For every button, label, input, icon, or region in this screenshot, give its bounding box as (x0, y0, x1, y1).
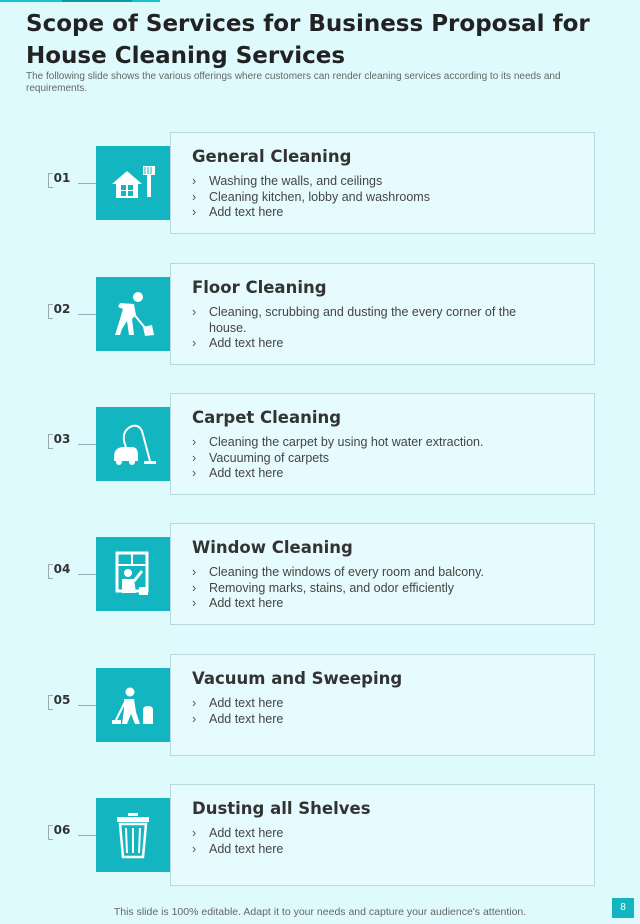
footer-note: This slide is 100% editable. Adapt it to your needs and capture your audience's attention. (113, 906, 527, 918)
bullet-item: › Add text here (192, 466, 522, 482)
connector-line (78, 314, 96, 315)
bullet-item: › Cleaning the carpet by using hot water extraction. (192, 435, 522, 451)
connector-line (78, 574, 96, 575)
house-brush-icon (108, 158, 158, 208)
bullet-item: › Cleaning the windows of every room and balcony. (192, 565, 522, 581)
service-icon-box (96, 668, 170, 742)
service-bullets (192, 174, 522, 221)
service-title: Window Cleaning (192, 538, 353, 557)
connector-line (78, 705, 96, 706)
service-icon-box (96, 407, 170, 481)
service-number: 03 (48, 431, 76, 449)
service-title: Floor Cleaning (192, 278, 327, 297)
bullet-item: › Cleaning kitchen, lobby and washrooms (192, 190, 522, 206)
sweeping-person-icon (108, 289, 158, 339)
service-bullets (192, 826, 522, 857)
page-title: Scope of Services for Business Proposal for House Cleaning Services (26, 11, 590, 69)
service-row-1 (0, 132, 640, 234)
bullet-item: › Add text here (192, 826, 522, 842)
service-title: Carpet Cleaning (192, 408, 342, 427)
service-bullets (192, 305, 522, 352)
service-row-6 (0, 784, 640, 886)
service-icon-box (96, 798, 170, 872)
service-bullets (192, 565, 522, 612)
connector-line (78, 444, 96, 445)
service-card (170, 784, 595, 886)
service-number: 04 (48, 561, 76, 579)
service-icon-box (96, 277, 170, 351)
service-card (170, 263, 595, 365)
bullet-item: › Add text here (192, 712, 522, 728)
page-subtitle: The following slide shows the various offerings where customers can render cleaning services according to its needs and requirements. (26, 71, 561, 94)
service-number: 01 (48, 170, 76, 188)
bullet-item: › Washing the walls, and ceilings (192, 174, 522, 190)
service-number: 05 (48, 692, 76, 710)
service-card (170, 654, 595, 756)
service-card (170, 132, 595, 234)
top-accent-bar-dark (62, 0, 132, 2)
service-row-4 (0, 523, 640, 625)
service-row-3 (0, 393, 640, 495)
service-title: Vacuum and Sweeping (192, 669, 403, 688)
bullet-item: › Add text here (192, 336, 522, 352)
bullet-item: › Add text here (192, 696, 522, 712)
bullet-item: › Add text here (192, 205, 522, 221)
service-title: General Cleaning (192, 147, 352, 166)
service-bullets (192, 696, 522, 727)
service-icon-box (96, 146, 170, 220)
service-bullets (192, 435, 522, 482)
page-number-badge: 8 (612, 898, 634, 918)
connector-line (78, 835, 96, 836)
service-number: 02 (48, 301, 76, 319)
bullet-item: › Add text here (192, 596, 522, 612)
bullet-item: › Removing marks, stains, and odor efficiently (192, 581, 522, 597)
vacuum-cleaner-icon (108, 419, 158, 469)
window-cleaning-icon (108, 549, 158, 599)
service-icon-box (96, 537, 170, 611)
service-row-5 (0, 654, 640, 756)
bullet-item: › Add text here (192, 842, 522, 858)
service-card (170, 523, 595, 625)
service-card (170, 393, 595, 495)
service-number: 06 (48, 822, 76, 840)
bullet-item: › Vacuuming of carpets (192, 451, 522, 467)
service-title: Dusting all Shelves (192, 799, 371, 818)
trash-bin-icon (108, 810, 158, 860)
person-vacuuming-icon (108, 680, 158, 730)
bullet-item: › Cleaning, scrubbing and dusting the every corner of the house. (192, 305, 522, 336)
connector-line (78, 183, 96, 184)
service-row-2 (0, 263, 640, 365)
